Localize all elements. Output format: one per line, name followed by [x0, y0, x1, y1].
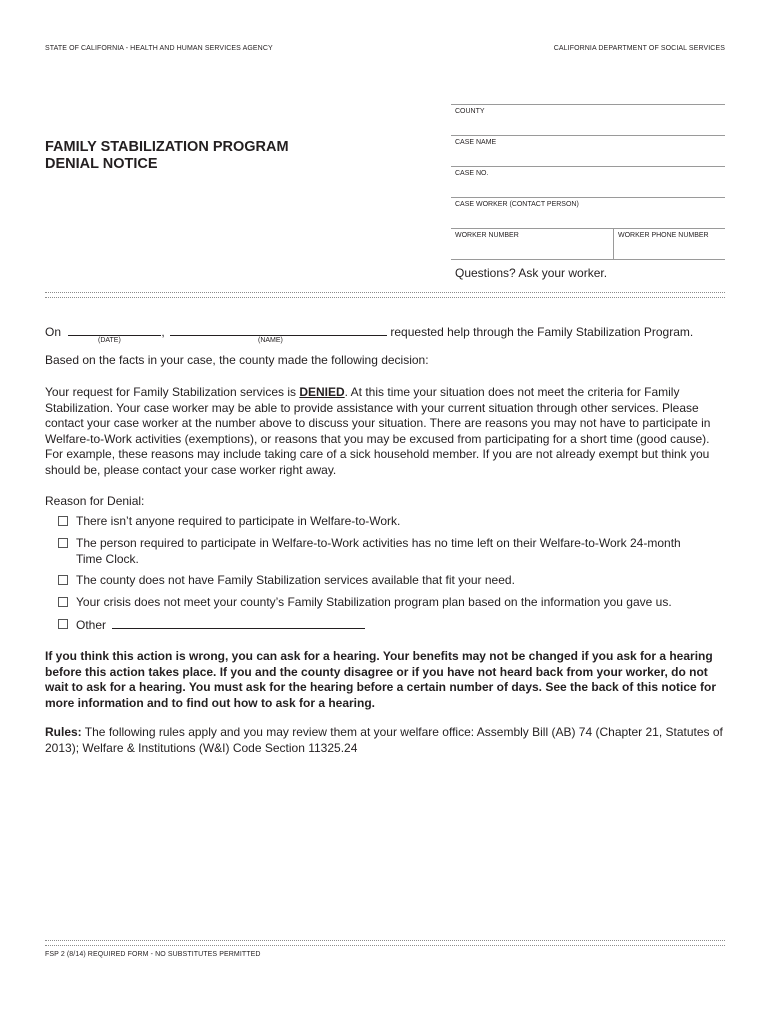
denial-post: . At this time your situation does not meet the criteria for Family Stabilization. Your case worker may be able to provide assistance with your current situation through other services. Please contact your case worker at the number above to discuss your situation. There are reasons you may not have to participate in Welfare-to-Work activities (exemptions), or reasons that you may be excused from participating for a short time (good cause). For example, these reasons may include taking care of a sick household member. If you are not already exempt but think you should be, please contact your case worker right away.: [45, 385, 711, 477]
reason-checkbox-4[interactable]: [58, 597, 68, 607]
department-header: CALIFORNIA DEPARTMENT OF SOCIAL SERVICES: [553, 45, 725, 52]
agency-header: STATE OF CALIFORNIA - HEALTH AND HUMAN SERVICES AGENCY: [45, 45, 273, 52]
reason-other-row: [76, 616, 365, 633]
reason-text-4: Your crisis does not meet your county’s Family Stabilization program plan based on the information you gave us.: [76, 595, 672, 609]
on-text: On: [45, 325, 62, 339]
worker-number-label: WORKER NUMBER: [455, 232, 519, 239]
decision-intro: Based on the facts in your case, the county made the following decision:: [45, 353, 429, 367]
rules-paragraph: [45, 725, 727, 756]
reason-text-2: The person required to participate in Welfare-to-Work activities has no time left on their Welfare-to-Work 24-month: [76, 536, 681, 550]
comma-text: ,: [161, 325, 165, 339]
reason-checkbox-1[interactable]: [58, 516, 68, 526]
name-blank[interactable]: [170, 323, 387, 336]
section-divider: [45, 292, 725, 298]
denial-paragraph: [45, 385, 727, 478]
request-rest-text: requested help through the Family Stabilization Program.: [390, 325, 694, 339]
worker-number-field[interactable]: [451, 228, 614, 259]
hearing-notice: If you think this action is wrong, you can ask for a hearing. Your benefits may not be changed if you ask for a hearing before this action takes place. If you and the county disagree or if you have not heard back from your worker, do not wait to ask for a hearing. You must ask for the hearing before a certain number of days. See the back of this notice for more information and to find out how to ask for a hearing.: [45, 649, 717, 710]
county-label: COUNTY: [455, 108, 485, 115]
form-footer: FSP 2 (8/14) REQUIRED FORM - NO SUBSTITUTES PERMITTED: [45, 951, 261, 958]
case-no-label: CASE NO.: [455, 170, 489, 177]
reason-text-1: There isn’t anyone required to participate in Welfare-to-Work.: [76, 514, 401, 528]
case-worker-field[interactable]: [451, 197, 725, 228]
date-label: (DATE): [98, 337, 121, 344]
denial-pre: Your request for Family Stabilization services is: [45, 385, 300, 399]
form-title-line1: FAMILY STABILIZATION PROGRAM: [45, 139, 289, 155]
reason-checkbox-2[interactable]: [58, 538, 68, 548]
rules-text: The following rules apply and you may review them at your welfare office: Assembly Bill (AB) 74 (Chapter 21, Statutes of 2013); Welfare & Institutions (W&I) Code Section 11325.24: [45, 725, 723, 755]
case-name-field[interactable]: [451, 135, 725, 166]
form-title-line2: DENIAL NOTICE: [45, 156, 158, 172]
reason-heading: Reason for Denial:: [45, 494, 145, 508]
questions-note: Questions? Ask your worker.: [455, 266, 608, 280]
rules-label: Rules:: [45, 725, 82, 739]
footer-divider: [45, 940, 725, 946]
form-title: [45, 139, 289, 173]
case-no-field[interactable]: [451, 166, 725, 197]
other-reason-blank[interactable]: [112, 616, 365, 629]
reason-other-label: Other: [76, 618, 107, 632]
fields-bottom-rule: [451, 259, 725, 260]
case-worker-label: CASE WORKER (CONTACT PERSON): [455, 201, 579, 208]
reason-text-3: The county does not have Family Stabilization services available that fit your need.: [76, 573, 515, 587]
case-name-label: CASE NAME: [455, 139, 497, 146]
county-field[interactable]: [451, 104, 725, 135]
name-label: (NAME): [258, 337, 283, 344]
worker-phone-label: WORKER PHONE NUMBER: [618, 232, 709, 239]
request-line: [45, 323, 693, 341]
reason-text-2-cont: Time Clock.: [76, 552, 139, 566]
denied-word: DENIED: [299, 385, 345, 399]
reason-checkbox-other[interactable]: [58, 619, 68, 629]
reason-checkbox-3[interactable]: [58, 575, 68, 585]
worker-phone-field[interactable]: [614, 228, 725, 259]
date-blank[interactable]: [68, 323, 161, 336]
